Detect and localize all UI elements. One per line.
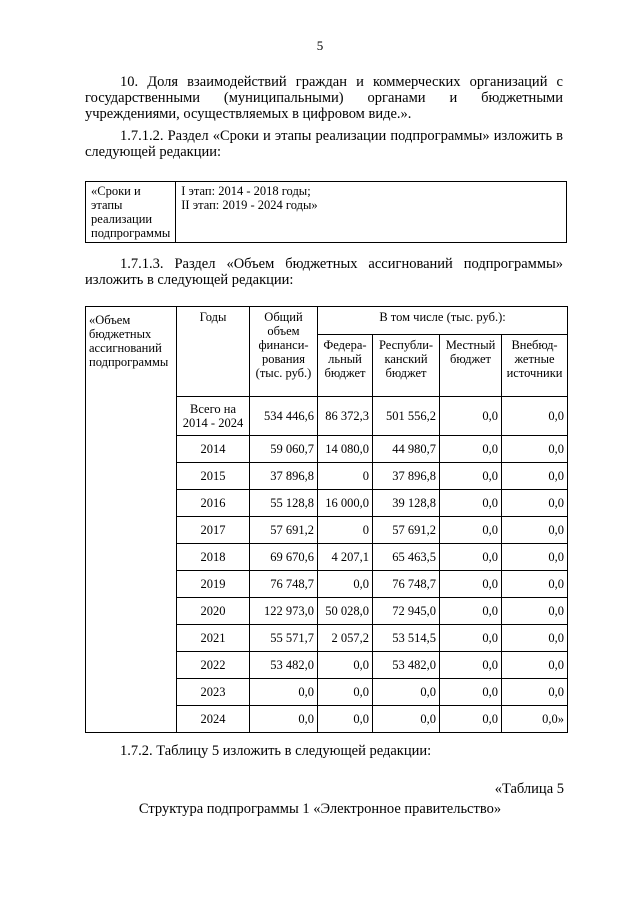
cell-federal: 4 207,1 xyxy=(318,544,373,571)
stages-value-cell xyxy=(176,182,567,243)
cell-local: 0,0 xyxy=(440,463,502,490)
cell-offbudget: 0,0 xyxy=(502,679,568,706)
cell-republic: 72 945,0 xyxy=(373,598,440,625)
cell-offbudget: 0,0 xyxy=(502,544,568,571)
cell-year: 2021 xyxy=(177,625,250,652)
cell-republic: 44 980,7 xyxy=(373,436,440,463)
cell-year: Всего на 2014 - 2024 xyxy=(177,397,250,436)
cell-local: 0,0 xyxy=(440,571,502,598)
page-number: 5 xyxy=(316,38,324,53)
cell-republic: 501 556,2 xyxy=(373,397,440,436)
cell-year: 2019 xyxy=(177,571,250,598)
cell-republic: 53 482,0 xyxy=(373,652,440,679)
cell-offbudget: 0,0» xyxy=(502,706,568,733)
cell-federal: 50 028,0 xyxy=(318,598,373,625)
cell-local: 0,0 xyxy=(440,652,502,679)
paragraph-table5: 1.7.2. Таблицу 5 изложить в следующей редакции: xyxy=(120,743,432,759)
cell-year: 2017 xyxy=(177,517,250,544)
cell-offbudget: 0,0 xyxy=(502,490,568,517)
cell-republic: 65 463,5 xyxy=(373,544,440,571)
header-republic: Республи-канский бюджет xyxy=(373,335,440,397)
cell-republic: 0,0 xyxy=(373,679,440,706)
cell-offbudget: 0,0 xyxy=(502,571,568,598)
cell-year: 2016 xyxy=(177,490,250,517)
cell-federal: 0,0 xyxy=(318,679,373,706)
header-including: В том числе (тыс. руб.): xyxy=(318,307,568,335)
cell-republic: 37 896,8 xyxy=(373,463,440,490)
cell-total: 122 973,0 xyxy=(250,598,318,625)
cell-federal: 0,0 xyxy=(318,706,373,733)
table-caption: «Таблица 5 xyxy=(494,781,564,797)
cell-republic: 57 691,2 xyxy=(373,517,440,544)
budget-label-cell: «Объем бюджетных ассигнований подпрограммы xyxy=(86,307,177,733)
cell-year: 2014 xyxy=(177,436,250,463)
cell-total: 76 748,7 xyxy=(250,571,318,598)
cell-offbudget: 0,0 xyxy=(502,436,568,463)
cell-total: 69 670,6 xyxy=(250,544,318,571)
cell-total: 534 446,6 xyxy=(250,397,318,436)
budget-table xyxy=(85,306,568,733)
cell-year: 2023 xyxy=(177,679,250,706)
cell-year: 2018 xyxy=(177,544,250,571)
budget-header-row xyxy=(86,307,568,335)
cell-total: 53 482,0 xyxy=(250,652,318,679)
cell-local: 0,0 xyxy=(440,679,502,706)
cell-offbudget: 0,0 xyxy=(502,463,568,490)
cell-total: 0,0 xyxy=(250,706,318,733)
cell-year: 2024 xyxy=(177,706,250,733)
header-federal: Федера-льный бюджет xyxy=(318,335,373,397)
cell-year: 2022 xyxy=(177,652,250,679)
cell-local: 0,0 xyxy=(440,397,502,436)
cell-offbudget: 0,0 xyxy=(502,652,568,679)
cell-republic: 0,0 xyxy=(373,706,440,733)
cell-republic: 76 748,7 xyxy=(373,571,440,598)
cell-local: 0,0 xyxy=(440,598,502,625)
paragraph-budget-section: 1.7.1.3. Раздел «Объем бюджетных ассигнований подпрограммы» изложить в следующей редакции: xyxy=(85,256,563,288)
paragraph-indicator-10: 10. Доля взаимодействий граждан и коммерческих организаций с государственными (муниципальными) органами и бюджетными учреждениями, осуществляемых в цифровом виде.». xyxy=(85,74,563,122)
stage-1-text: I этап: 2014 - 2018 годы; xyxy=(181,184,311,198)
stages-label-cell: «Сроки и этапы реализации подпрограммы xyxy=(86,182,176,243)
cell-total: 37 896,8 xyxy=(250,463,318,490)
cell-offbudget: 0,0 xyxy=(502,598,568,625)
header-total: Общий объем финанси-рования (тыс. руб.) xyxy=(250,307,318,397)
cell-federal: 0 xyxy=(318,463,373,490)
cell-republic: 53 514,5 xyxy=(373,625,440,652)
cell-federal: 16 000,0 xyxy=(318,490,373,517)
cell-federal: 0,0 xyxy=(318,652,373,679)
header-years: Годы xyxy=(177,307,250,397)
cell-republic: 39 128,8 xyxy=(373,490,440,517)
header-local: Местный бюджет xyxy=(440,335,502,397)
cell-total: 55 571,7 xyxy=(250,625,318,652)
cell-offbudget: 0,0 xyxy=(502,625,568,652)
cell-offbudget: 0,0 xyxy=(502,517,568,544)
cell-local: 0,0 xyxy=(440,490,502,517)
paragraph-stages-section: 1.7.1.2. Раздел «Сроки и этапы реализации подпрограммы» изложить в следующей редакции: xyxy=(85,128,563,160)
header-offbudget: Внебюд-жетные источники xyxy=(502,335,568,397)
stage-2-text: II этап: 2019 - 2024 годы» xyxy=(181,198,318,212)
cell-year: 2015 xyxy=(177,463,250,490)
cell-year: 2020 xyxy=(177,598,250,625)
table-title: Структура подпрограммы 1 «Электронное правительство» xyxy=(138,801,502,817)
cell-offbudget: 0,0 xyxy=(502,397,568,436)
cell-federal: 0 xyxy=(318,517,373,544)
cell-local: 0,0 xyxy=(440,706,502,733)
cell-total: 59 060,7 xyxy=(250,436,318,463)
cell-local: 0,0 xyxy=(440,436,502,463)
cell-total: 55 128,8 xyxy=(250,490,318,517)
stages-table xyxy=(85,181,567,243)
cell-local: 0,0 xyxy=(440,625,502,652)
cell-federal: 86 372,3 xyxy=(318,397,373,436)
cell-federal: 14 080,0 xyxy=(318,436,373,463)
cell-local: 0,0 xyxy=(440,544,502,571)
stages-row xyxy=(86,182,567,243)
cell-total: 0,0 xyxy=(250,679,318,706)
cell-local: 0,0 xyxy=(440,517,502,544)
cell-total: 57 691,2 xyxy=(250,517,318,544)
cell-federal: 0,0 xyxy=(318,571,373,598)
cell-federal: 2 057,2 xyxy=(318,625,373,652)
